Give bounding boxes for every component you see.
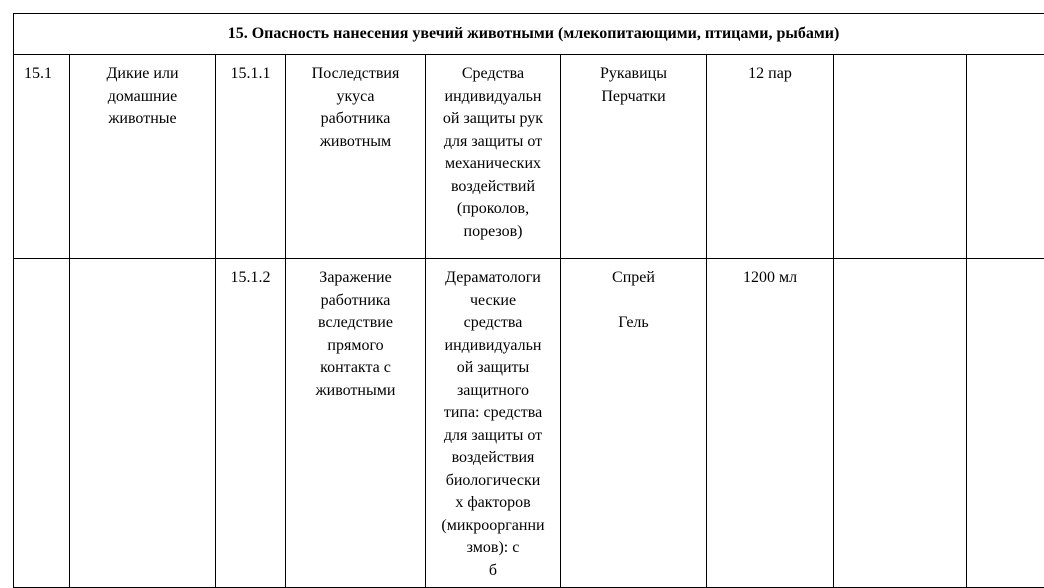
sub-number-cell [216, 55, 286, 259]
table-row [14, 259, 1044, 588]
ppe-text: Дераматологи ческие средства индивидуальн ой защиты защитного типа: средства для защиты от воздействия биологически х факторов (микроорганни змов): с б [426, 267, 560, 582]
sub-number: 15.1.1 [216, 63, 285, 86]
empty-cell [834, 55, 967, 259]
consequence-cell [286, 259, 426, 588]
section-title: 15. Опасность нанесения увечий животными (млекопитающими, птицами, рыбами) [14, 14, 1044, 55]
quantity-text: 12 пар [707, 63, 833, 86]
quantity-text: 1200 мл [707, 267, 833, 290]
hazard-number: 15.1 [14, 63, 69, 86]
sub-number: 15.1.2 [216, 267, 285, 290]
items-cell [561, 259, 707, 588]
hazard-number-cell [14, 259, 70, 588]
empty-cell [967, 55, 1044, 259]
items-cell [561, 55, 707, 259]
section-header-row [14, 14, 1044, 55]
hazard-source-cell [70, 259, 216, 588]
ppe-cell [426, 55, 561, 259]
items-text: Рукавицы Перчатки [561, 63, 706, 108]
hazard-source-cell [70, 55, 216, 259]
hazard-number-cell [14, 55, 70, 259]
ppe-cell [426, 259, 561, 588]
quantity-cell [707, 259, 834, 588]
sub-number-cell [216, 259, 286, 588]
quantity-cell [707, 55, 834, 259]
table-row [14, 55, 1044, 259]
consequence-cell [286, 55, 426, 259]
consequence-text: Заражение работника вследствие прямого контакта с животными [286, 267, 425, 402]
consequence-text: Последствия укуса работника животным [286, 63, 425, 153]
hazard-table [13, 13, 1044, 588]
empty-cell [834, 259, 967, 588]
empty-cell [967, 259, 1044, 588]
ppe-text: Средства индивидуальн ой защиты рук для защиты от механических воздействий (проколов, порезов) [426, 63, 560, 243]
hazard-source: Дикие или домашние животные [70, 63, 215, 131]
items-text: Спрей Гель [561, 267, 706, 335]
